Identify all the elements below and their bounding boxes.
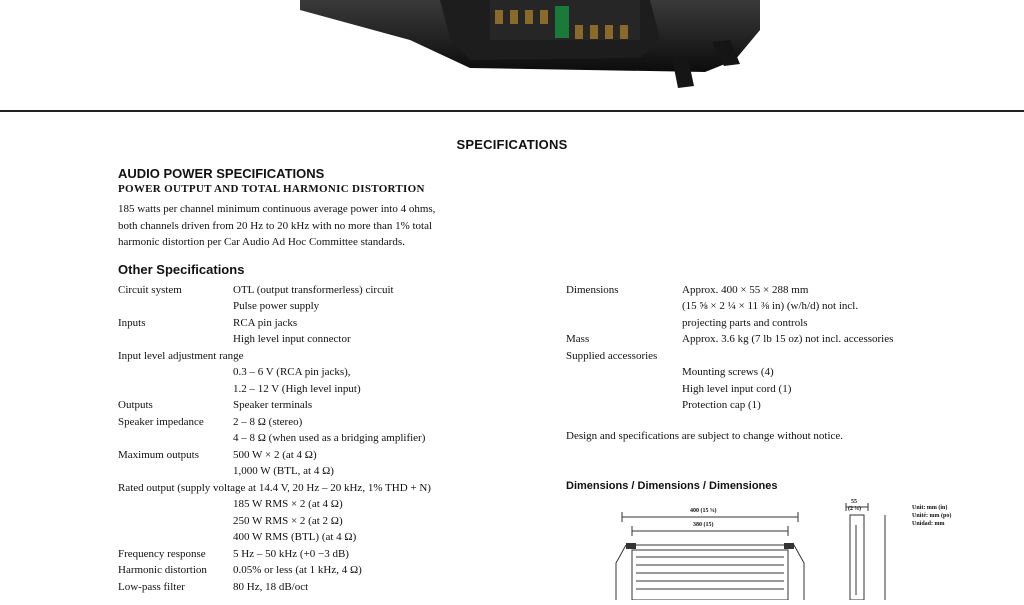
spec-value: 0.3 – 6 V (RCA pin jacks), xyxy=(233,366,351,378)
spec-label: Inputs xyxy=(118,317,146,329)
power-output-text xyxy=(118,201,528,251)
audio-power-heading: AUDIO POWER SPECIFICATIONS xyxy=(118,166,325,181)
power-text-line: both channels driven from 20 Hz to 20 kHz with no more than 1% total xyxy=(118,219,433,232)
power-text-line: 185 watts per channel minimum continuous average power into 4 ohms, xyxy=(118,203,436,215)
unit-legend xyxy=(912,504,951,528)
spec-value: Approx. 3.6 kg (7 lb 15 oz) not incl. accessories xyxy=(682,333,894,345)
unit-legend-line: Unit: mm (in) xyxy=(912,505,948,511)
spec-label: Harmonic distortion xyxy=(118,564,207,576)
dimension-drawing xyxy=(560,495,920,605)
dimensions-heading: Dimensions / Dimensions / Dimensiones xyxy=(566,480,778,492)
spec-value: 2 – 8 Ω (stereo) xyxy=(233,416,303,428)
amplifier-outline-drawing xyxy=(560,495,920,600)
height-dimension-label: 55 xyxy=(851,499,857,505)
spec-value: projecting parts and controls xyxy=(682,317,808,329)
spec-value: OTL (output transformerless) circuit xyxy=(233,284,394,296)
spec-label: Input level adjustment range xyxy=(118,350,244,362)
spec-value: RCA pin jacks xyxy=(233,317,298,329)
spec-value: Speaker terminals xyxy=(233,399,313,411)
spec-value: High level input connector xyxy=(233,333,351,345)
page-title: SPECIFICATIONS xyxy=(456,137,568,152)
spec-value: Mounting screws (4) xyxy=(682,366,774,378)
spec-value: (15 ⅝ × 2 ¼ × 11 ⅜ in) (w/h/d) not incl. xyxy=(682,300,859,312)
spec-value: Approx. 400 × 55 × 288 mm xyxy=(682,284,809,296)
spec-value: Pulse power supply xyxy=(233,300,320,312)
spec-label: Outputs xyxy=(118,399,153,411)
other-specs-heading: Other Specifications xyxy=(118,262,245,277)
spec-label: Rated output (supply voltage at 14.4 V, 20 Hz – 20 kHz, 1% THD + N) xyxy=(118,482,431,494)
spec-label: Low-pass filter xyxy=(118,581,185,593)
spec-value: Protection cap (1) xyxy=(682,399,761,411)
power-text-line: harmonic distortion per Car Audio Ad Hoc Committee standards. xyxy=(118,236,405,248)
section-divider xyxy=(0,110,1024,112)
unit-legend-line: Unité: mm (po) xyxy=(912,513,952,519)
spec-value: 1.2 – 12 V (High level input) xyxy=(233,383,361,395)
spec-label: Maximum outputs xyxy=(118,449,199,461)
spec-value: 500 W × 2 (at 4 Ω) xyxy=(233,449,317,461)
spec-label: Mass xyxy=(566,333,590,345)
spec-label: Speaker impedance xyxy=(118,416,204,428)
spec-value: 250 W RMS × 2 (at 2 Ω) xyxy=(233,515,343,527)
spec-value: 185 W RMS × 2 (at 4 Ω) xyxy=(233,498,343,510)
spec-label: Dimensions xyxy=(566,284,619,296)
amplifier-photo xyxy=(0,0,1024,110)
inner-width-dimension-label: 380 (15) xyxy=(693,522,714,528)
spec-value: 80 Hz, 18 dB/oct xyxy=(233,581,309,593)
power-output-heading: POWER OUTPUT AND TOTAL HARMONIC DISTORTION xyxy=(118,183,425,195)
spec-label: Supplied accessories xyxy=(566,350,658,362)
notice-text: Design and specifications are subject to change without notice. xyxy=(566,430,844,442)
unit-legend-line: Unidad: mm xyxy=(912,521,945,527)
spec-label: Circuit system xyxy=(118,284,182,296)
spec-value: 5 Hz – 50 kHz (+0 −3 dB) xyxy=(233,548,349,560)
product-image xyxy=(0,0,1024,110)
spec-value: 400 W RMS (BTL) (at 4 Ω) xyxy=(233,531,357,543)
spec-value: 1,000 W (BTL, at 4 Ω) xyxy=(233,465,334,477)
spec-value: 0.05% or less (at 1 kHz, 4 Ω) xyxy=(233,564,362,576)
spec-label: Frequency response xyxy=(118,548,206,560)
width-dimension-label: 400 (15 ⅝) xyxy=(690,508,717,514)
spec-value: 4 – 8 Ω (when used as a bridging amplifier) xyxy=(233,432,426,444)
spec-value: High level input cord (1) xyxy=(682,383,792,395)
height-dimension-inch-label: (2 ¼) xyxy=(848,506,861,512)
